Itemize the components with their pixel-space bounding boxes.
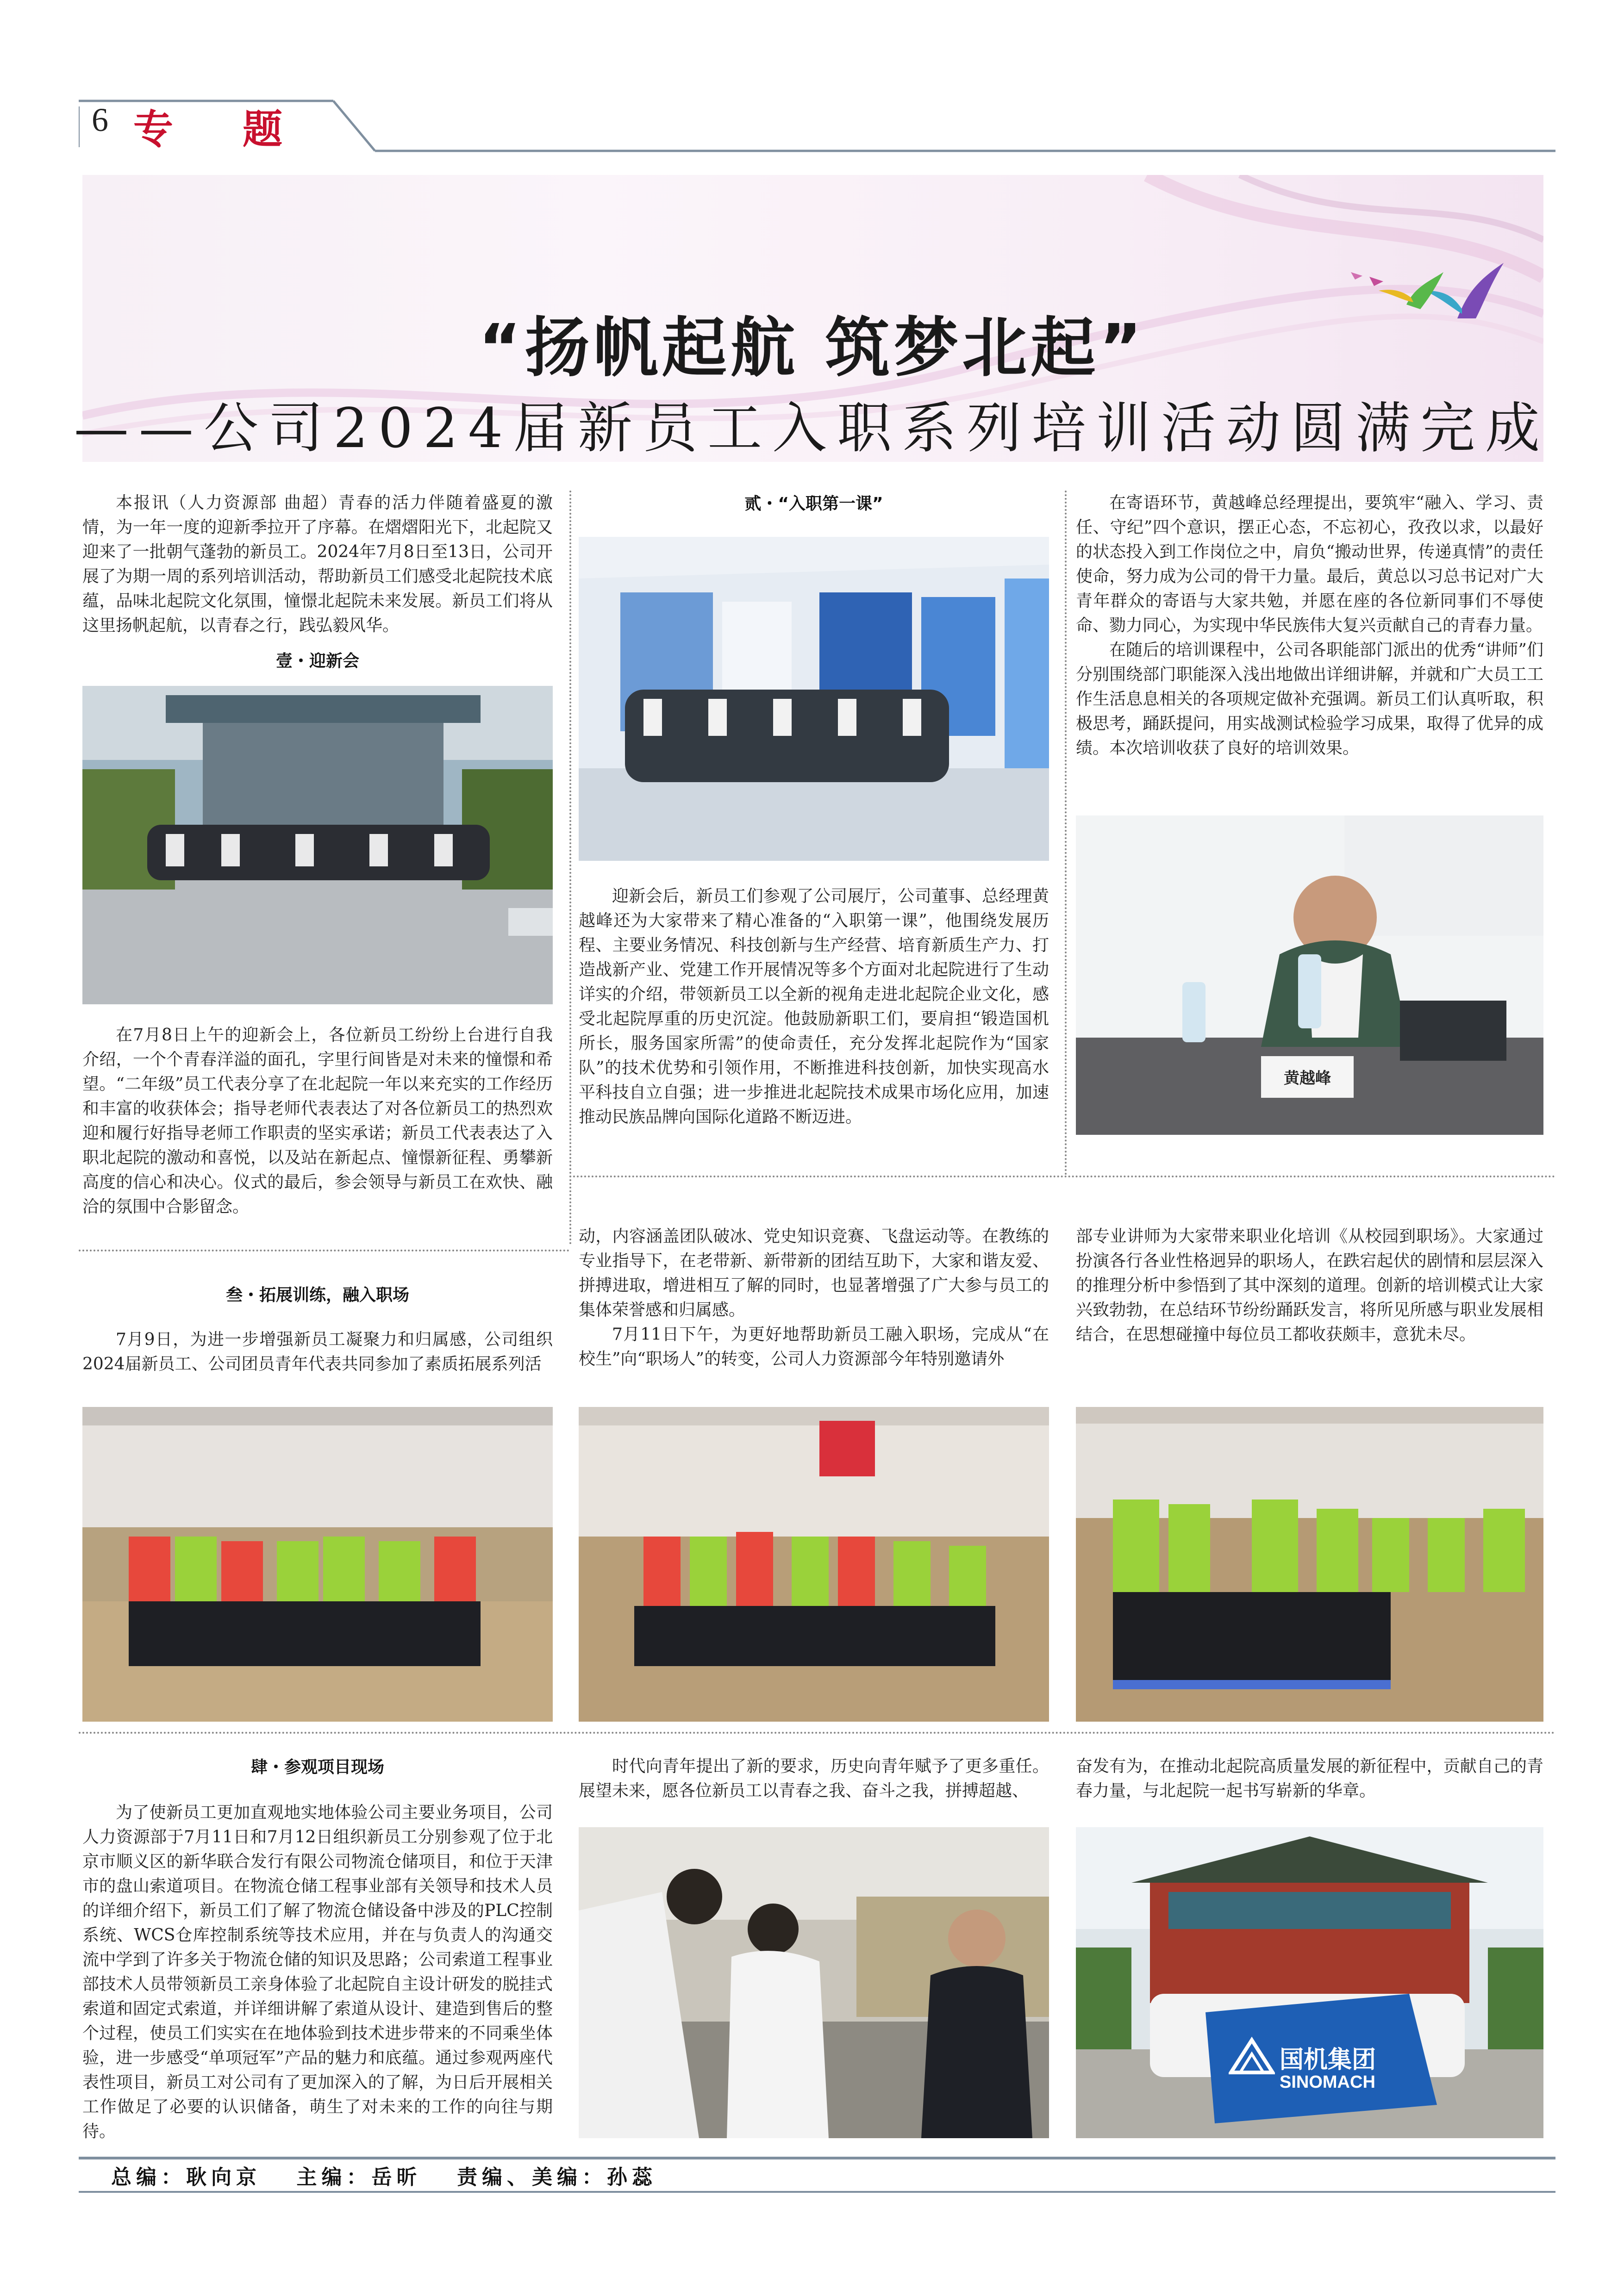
career-paragraph-b: 部专业讲师为大家带来职业化培训《从校园到职场》。大家通过扮演各行各业性格迥异的职场人，在跌宕起伏的剧情和层层深入的推理分析中参悟到了其中深刻的道理。创新的培训模式让大家兴致勃勃，在总结环节纷纷踊跃发言，将所见所感与职业发展相结合，在思想碰撞中每位员工都收获颇丰，意犹未尽。: [1076, 1227, 1543, 1344]
column-divider: [1065, 491, 1067, 1176]
teambuilding-photo-3: [1076, 1407, 1543, 1722]
editor-name: 岳昕: [371, 2165, 422, 2189]
welcome-paragraph: 在7月8日上午的迎新会上，各位新员工纷纷上台进行自我介绍，一个个青春洋溢的面孔，字里行间皆是对未来的憧憬和希望。“二年级”员工代表分享了在北起院一年以来充实的工作经历和丰富的收获体会；指导老师代表表达了对各位新员工的热烈欢迎和履行好指导老师工作职责的坚实承诺；新员工代表表达了入职北起院的激动和喜悦，以及站在新起点、憧憬新征程、勇攀新高度的信心和决心。仪式的最后，参会领导与新员工在欢快、融洽的氛围中合影留念。: [82, 1026, 553, 1216]
intro-paragraph: 本报讯（人力资源部 曲超）青春的活力伴随着盛夏的激情，为一年一度的迎新季拉开了序幕。在熠熠阳光下，北起院又迎来了一批朝气蓬勃的新员工。2024年7月8日至13日，公司开展了为期一周的系列培训活动，帮助新员工们感受北起院技术底蕴，品味北起院文化氛围，憧憬北起院未来发展。新员工们将从这里扬帆起航，以青春之行，践弘毅风华。: [82, 493, 553, 635]
teambuilding-photo-2: [579, 1407, 1049, 1722]
editor-label: 主编：: [296, 2165, 372, 2189]
message-paragraph: 在寄语环节，黄越峰总经理提出，要筑牢“融入、学习、责任、守纪”四个意识，摆正心态，不忘初心，孜孜以求，以最好的状态投入到工作岗位之中，肩负“搬动世界，传递真情”的责任使命，努力成为公司的骨干力量。最后，黄总以习总书记对广大青年群众的寄语与大家共勉，并愿在座的各位新同事们不辱使命、勠力同心，为实现中华民族伟大复兴贡献自己的青春力量。: [1076, 493, 1543, 635]
section-title: 专题: [133, 106, 352, 153]
intro-text: [82, 491, 553, 638]
closing-paragraph-b: 奋发有为，在推动北起院高质量发展的新征程中，贡献自己的青春力量，与北起院一起书写崭新的华章。: [1076, 1757, 1543, 1800]
editor-credit: [297, 2165, 422, 2189]
teambuilding-photo-1: [82, 1407, 553, 1722]
nameplate: 黄越峰: [1284, 1069, 1331, 1088]
footer-rule-bottom: [79, 2191, 1555, 2193]
outdoor-text-a: [82, 1327, 553, 1376]
closing-paragraph-a: 时代向青年提出了新的要求，历史向青年赋予了更多重任。展望未来，愿各位新员工以青春之我、奋斗之我，拼搏超越、: [579, 1757, 1049, 1800]
heading-welcome: 壹・迎新会: [275, 652, 359, 671]
project-visit-text: [82, 1800, 553, 2144]
main-title: “扬帆起航 筑梦北起”: [478, 311, 1146, 386]
welcome-text: [82, 1023, 553, 1219]
project-visit-paragraph: 为了使新员工更加直观地实地体验公司主要业务项目，公司人力资源部于7月11日和7月12日组织新员工分别参观了位于北京市顺义区的新华联合发行有限公司物流仓储项目，和位于天津市的盘山索道项目。在物流仓储工程事业部有关领导和技术人员的详细介绍下，新员工们了解了物流仓储设备中涉及的PLC控制系统、WCS仓库控制系统等技术应用，并在与负责人的沟通交流中学到了许多关于物流仓储的知识及思路；公司索道工程事业部技术人员带领新员工亲身体验了北起院自主设计研发的脱挂式索道和固定式索道，并详细讲解了索道从设计、建造到售后的整个过程，使员工们实实在在地体验到技术进步带来的不同乘坐体验，进一步感受“单项冠军”产品的魅力和底蕴。通过参观两座代表性项目，新员工对公司有了更加深入的了解，为日后开展相关工作做足了必要的认识储备，萌生了对未来的工作的向往与期待。: [82, 1803, 553, 2141]
editorial-credits: [111, 2160, 675, 2190]
chief-editor-name: 耿向京: [186, 2165, 261, 2189]
career-text: [1076, 1224, 1543, 1347]
heading-outdoor-training: 叁・拓展训练，融入职场: [225, 1286, 409, 1305]
outdoor-paragraph-a: 7月9日，为进一步增强新员工凝聚力和归属感，公司组织2024届新员工、公司团员青年代表共同参加了素质拓展系列活: [82, 1330, 553, 1374]
page-number: 6: [92, 101, 108, 138]
ropeway-visit-photo: [1076, 1827, 1543, 2138]
outdoor-paragraph-b: 动，内容涵盖团队破冰、党史知识竞赛、飞盘运动等。在教练的专业指导下，在老带新、新带新的团结互助下，大家和谐友爱、拼搏进取，增进相互了解的同时，也显著增强了广大参与员工的集体荣誉感和归属感。: [579, 1227, 1049, 1319]
career-paragraph-a: 7月11日下午，为更好地帮助新员工融入职场，完成从“在校生”向“职场人”的转变，公司人力资源部今年特别邀请外: [579, 1325, 1049, 1369]
column-divider: [569, 491, 571, 1245]
first-lesson-text: [579, 884, 1049, 1129]
exhibition-hall-photo: [579, 537, 1049, 861]
first-lesson-paragraph: 迎新会后，新员工们参观了公司展厅，公司董事、总经理黄越峰还为大家带来了精心准备的“入职第一课”，他围绕发展历程、主要业务情况、科技创新与生产经营、培育新质生产力、打造战新产业、党建工作开展情况等多个方面对北起院进行了生动详实的介绍，带领新员工以全新的视角走进北起院企业文化，感受北起院厚重的历史沉淀。他鼓励新职工们，要肩担“锻造国机所长，服务国家所需”的使命责任，充分发挥北起院作为“国家队”的技术优势和引领作用，不断推进科技创新，加快实现高水平科技自立自强；进一步推进北起院技术成果市场化应用，加速推动民族品牌向国际化道路不断迈进。: [579, 887, 1049, 1126]
group-banner-text: 国机集团: [1280, 2046, 1376, 2074]
group-banner-text-en: SINOMACH: [1280, 2072, 1375, 2092]
art-editor-credit: [457, 2165, 657, 2189]
section-divider: [569, 1176, 1555, 1177]
welcome-group-photo: [82, 686, 553, 1004]
section-divider: [79, 1732, 1555, 1734]
section-divider: [79, 1250, 569, 1251]
heading-first-lesson: 贰・“入职第一课”: [744, 494, 883, 513]
warehouse-visit-photo: [579, 1827, 1049, 2138]
subtitle: ——公司2024届新员工入职系列培训活动圆满完成: [74, 396, 1550, 460]
chief-editor-label: 总编：: [111, 2165, 186, 2189]
heading-project-visit: 肆・参观项目现场: [250, 1758, 384, 1777]
speaker-photo: [1076, 815, 1543, 1135]
message-text: [1076, 491, 1543, 760]
sinomach-logo-icon: [1229, 2035, 1275, 2077]
art-editor-name: 孙蕊: [607, 2165, 657, 2189]
art-editor-label: 责编、美编：: [457, 2165, 607, 2189]
closing-text-b: [1076, 1754, 1543, 1803]
chief-editor-credit: [111, 2165, 261, 2189]
outdoor-text-b: [579, 1224, 1049, 1371]
footer-rule: [79, 2157, 1555, 2159]
training-paragraph: 在随后的培训课程中，公司各职能部门派出的优秀“讲师”们分别围绕部门职能深入浅出地做出详细讲解，并就和广大员工工作生活息息相关的各项规定做补充强调。新员工们认真听取，积极思考，踊跃提问，用实战测试检验学习成果，取得了优异的成绩。本次培训收获了良好的培训效果。: [1076, 641, 1543, 758]
closing-text-a: [579, 1754, 1049, 1803]
